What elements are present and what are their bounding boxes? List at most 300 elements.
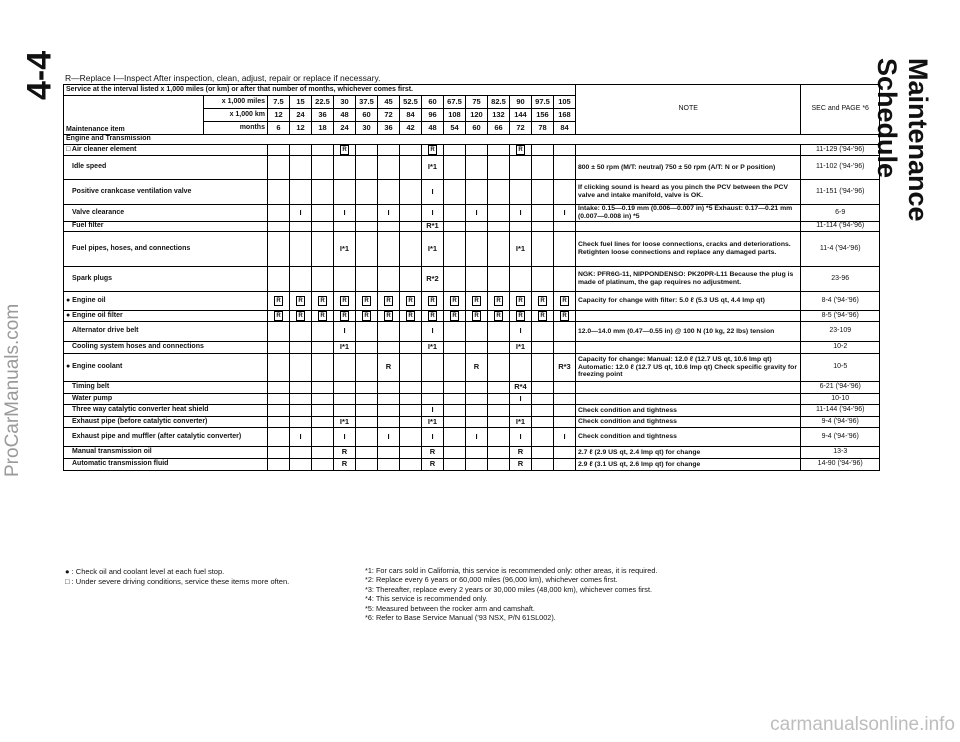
service-cell	[355, 180, 377, 205]
service-cell	[421, 156, 443, 180]
service-mark: I	[431, 326, 434, 336]
service-mark: R	[362, 311, 371, 321]
service-mark: R	[296, 311, 305, 321]
service-cell	[509, 405, 531, 417]
item-name: ● Engine oil filter	[64, 311, 268, 322]
service-mark: R	[406, 311, 415, 321]
service-mark: I	[431, 431, 434, 441]
footnote-left: ● : Check oil and coolant level at each fuel stop.	[65, 567, 225, 576]
service-cell	[355, 232, 377, 267]
interval-value: 12	[267, 109, 289, 122]
service-mark: R	[341, 459, 348, 469]
service-cell	[267, 322, 289, 342]
service-cell	[311, 267, 333, 292]
service-cell	[553, 447, 575, 459]
footnotes-left	[65, 567, 325, 587]
service-cell	[377, 322, 399, 342]
service-cell	[377, 459, 399, 471]
service-mark: I	[387, 207, 390, 217]
service-cell	[399, 394, 421, 405]
service-cell	[531, 382, 553, 394]
service-cell	[399, 417, 421, 428]
interval-value: 48	[333, 109, 355, 122]
service-cell	[531, 459, 553, 471]
service-cell	[377, 145, 399, 156]
service-cell	[355, 394, 377, 405]
item-sec-page: 11-114 ('94-'96)	[801, 222, 880, 232]
service-cell	[399, 459, 421, 471]
service-mark: I	[475, 431, 478, 441]
item-note: 2.9 ℓ (3.1 US qt, 2.6 Imp qt) for change	[575, 459, 800, 471]
service-cell	[333, 267, 355, 292]
item-sec-page: 10-5	[801, 354, 880, 382]
service-cell	[509, 311, 531, 322]
service-mark: I*1	[515, 416, 526, 426]
service-cell	[289, 222, 311, 232]
service-cell	[333, 222, 355, 232]
service-cell	[333, 292, 355, 311]
service-cell	[289, 342, 311, 354]
service-cell	[465, 405, 487, 417]
service-cell	[289, 447, 311, 459]
item-note: Check condition and tightness	[575, 428, 800, 447]
service-mark: R	[516, 296, 525, 306]
table-row	[64, 394, 880, 405]
service-cell	[465, 382, 487, 394]
service-cell	[289, 232, 311, 267]
service-mark: R*1	[426, 221, 439, 231]
service-cell	[443, 222, 465, 232]
item-name: ● Engine coolant	[64, 354, 268, 382]
service-cell	[487, 232, 509, 267]
service-cell	[421, 322, 443, 342]
legend: R—Replace I—Inspect After inspection, clean, adjust, repair or replace if necessary.	[65, 73, 381, 83]
service-cell	[267, 417, 289, 428]
service-mark: I*1	[427, 342, 438, 352]
item-name: Three way catalytic converter heat shield	[64, 405, 268, 417]
service-cell	[267, 382, 289, 394]
service-cell	[487, 447, 509, 459]
footnote-right: *2: Replace every 6 years or 60,000 miles (96,000 km), whichever comes first.	[365, 575, 618, 585]
service-cell	[333, 232, 355, 267]
service-cell	[311, 342, 333, 354]
service-cell	[377, 382, 399, 394]
service-cell	[311, 292, 333, 311]
service-cell	[465, 232, 487, 267]
interval-value: 15	[289, 96, 311, 109]
service-mark: R	[517, 447, 524, 457]
service-mark: R	[472, 296, 481, 306]
service-cell	[399, 311, 421, 322]
service-cell	[443, 428, 465, 447]
interval-value: 52.5	[399, 96, 421, 109]
service-cell	[531, 322, 553, 342]
interval-value: 90	[509, 96, 531, 109]
service-cell	[311, 394, 333, 405]
service-mark: I*1	[339, 243, 350, 253]
service-cell	[333, 459, 355, 471]
item-name: □ Air cleaner element	[64, 145, 268, 156]
service-cell	[267, 145, 289, 156]
service-cell	[531, 405, 553, 417]
service-cell	[311, 145, 333, 156]
service-cell	[267, 447, 289, 459]
item-sec-page: 13-3	[801, 447, 880, 459]
item-note: Capacity for change: Manual: 12.0 ℓ (12.7 US qt, 10.6 Imp qt) Automatic: 12.0 ℓ (12.7 US qt, 10.6 Imp qt) Check specific gravity for freezing point	[575, 354, 800, 382]
service-cell	[553, 267, 575, 292]
service-mark: I	[519, 326, 522, 336]
service-cell	[377, 342, 399, 354]
table-row	[64, 354, 880, 382]
service-mark: I	[563, 207, 566, 217]
service-interval-label: Service at the interval listed x 1,000 miles (or km) or after that number of months, whichever comes first.	[64, 85, 576, 96]
service-cell	[355, 267, 377, 292]
service-cell	[399, 156, 421, 180]
service-cell	[311, 354, 333, 382]
service-mark: I	[343, 207, 346, 217]
service-cell	[509, 342, 531, 354]
service-cell	[509, 232, 531, 267]
service-mark: R	[560, 296, 569, 306]
service-cell	[509, 222, 531, 232]
table-row	[64, 222, 880, 232]
service-cell	[421, 394, 443, 405]
service-cell	[465, 354, 487, 382]
service-mark: R	[560, 311, 569, 321]
service-cell	[355, 428, 377, 447]
footnote-right: *3: Thereafter, replace every 2 years or 30,000 miles (48,000 km), whichever comes first.	[365, 584, 653, 594]
interval-value: 72	[377, 109, 399, 122]
service-mark: R	[429, 459, 436, 469]
service-mark: I*1	[427, 162, 438, 172]
service-mark: R	[340, 145, 349, 155]
interval-value: 60	[421, 96, 443, 109]
service-cell	[531, 232, 553, 267]
service-cell	[333, 405, 355, 417]
service-cell	[553, 428, 575, 447]
service-cell	[333, 205, 355, 222]
item-note	[575, 382, 800, 394]
service-cell	[509, 417, 531, 428]
table-row	[64, 205, 880, 222]
item-note: If clicking sound is heard as you pinch the PCV between the PCV valve and intake manifold, valve is OK.	[575, 180, 800, 205]
service-mark: I	[431, 207, 434, 217]
interval-value: 54	[443, 122, 465, 135]
service-cell	[487, 267, 509, 292]
service-mark: I*1	[515, 342, 526, 352]
service-cell	[553, 342, 575, 354]
service-cell	[465, 145, 487, 156]
service-cell	[509, 156, 531, 180]
interval-value: 144	[509, 109, 531, 122]
service-cell	[487, 405, 509, 417]
service-cell	[487, 459, 509, 471]
service-cell	[509, 354, 531, 382]
service-mark: R	[473, 362, 480, 372]
service-cell	[289, 322, 311, 342]
section-title: Engine and Transmission	[64, 135, 880, 145]
interval-value: 45	[377, 96, 399, 109]
service-mark: R	[494, 311, 503, 321]
maintenance-item-header: Maintenance item	[64, 96, 204, 135]
service-mark: R	[517, 459, 524, 469]
table-row	[64, 428, 880, 447]
service-cell	[443, 145, 465, 156]
service-cell	[355, 342, 377, 354]
service-cell	[355, 145, 377, 156]
side-title: Maintenance Schedule	[872, 58, 933, 222]
service-cell	[465, 205, 487, 222]
service-mark: R	[494, 296, 503, 306]
item-sec-page: 11-129 ('94-'96)	[801, 145, 880, 156]
service-cell	[531, 428, 553, 447]
interval-value: 84	[553, 122, 575, 135]
service-cell	[553, 311, 575, 322]
service-cell	[267, 156, 289, 180]
interval-value: 36	[377, 122, 399, 135]
service-cell	[553, 222, 575, 232]
service-cell	[333, 156, 355, 180]
service-mark: R	[428, 145, 437, 155]
service-cell	[509, 292, 531, 311]
service-mark: R	[406, 296, 415, 306]
sec-page-header: SEC and PAGE *6	[801, 85, 880, 135]
service-cell	[487, 428, 509, 447]
interval-value: 72	[509, 122, 531, 135]
service-mark: R	[274, 311, 283, 321]
interval-value: 12	[289, 122, 311, 135]
service-cell	[267, 459, 289, 471]
service-mark: I	[519, 207, 522, 217]
service-cell	[377, 394, 399, 405]
interval-value: 96	[421, 109, 443, 122]
service-cell	[289, 205, 311, 222]
service-cell	[267, 311, 289, 322]
footnotes-right	[365, 566, 785, 623]
service-cell	[377, 354, 399, 382]
service-cell	[377, 311, 399, 322]
item-note: Check condition and tightness	[575, 405, 800, 417]
service-mark: R	[318, 296, 327, 306]
service-cell	[531, 417, 553, 428]
service-cell	[487, 205, 509, 222]
interval-value: 36	[311, 109, 333, 122]
service-cell	[377, 428, 399, 447]
item-name: Exhaust pipe and muffler (after catalytic converter)	[64, 428, 268, 447]
service-mark: R	[516, 311, 525, 321]
item-sec-page: 23-96	[801, 267, 880, 292]
service-cell	[377, 222, 399, 232]
service-cell	[355, 222, 377, 232]
service-mark: I	[343, 326, 346, 336]
service-cell	[465, 322, 487, 342]
item-name: Automatic transmission fluid	[64, 459, 268, 471]
interval-value: 7.5	[267, 96, 289, 109]
service-cell	[421, 447, 443, 459]
service-cell	[509, 267, 531, 292]
item-sec-page: 11-4 ('94-'96)	[801, 232, 880, 267]
service-cell	[421, 342, 443, 354]
service-cell	[421, 180, 443, 205]
table-row	[64, 180, 880, 205]
item-note	[575, 311, 800, 322]
footnote-left: □ : Under severe driving conditions, service these items more often.	[65, 577, 290, 587]
service-cell	[531, 354, 553, 382]
service-cell	[465, 156, 487, 180]
item-note: Check condition and tightness	[575, 417, 800, 428]
service-cell	[443, 354, 465, 382]
service-cell	[311, 428, 333, 447]
watermark-bottom: carmanualsonline.info	[770, 714, 955, 735]
service-cell	[267, 292, 289, 311]
item-sec-page: 11-144 ('94-'96)	[801, 405, 880, 417]
service-cell	[443, 322, 465, 342]
service-cell	[267, 205, 289, 222]
table-row	[64, 322, 880, 342]
service-cell	[553, 145, 575, 156]
item-sec-page: 9-4 ('94-'96)	[801, 417, 880, 428]
service-cell	[267, 428, 289, 447]
service-cell	[421, 145, 443, 156]
service-cell	[553, 232, 575, 267]
service-cell	[333, 394, 355, 405]
service-cell	[289, 156, 311, 180]
service-cell	[399, 382, 421, 394]
item-name: ● Engine oil	[64, 292, 268, 311]
service-cell	[443, 232, 465, 267]
maintenance-schedule-table	[63, 84, 880, 471]
item-note	[575, 342, 800, 354]
table-row	[64, 311, 880, 322]
service-cell	[487, 292, 509, 311]
service-cell	[399, 292, 421, 311]
service-cell	[289, 311, 311, 322]
service-cell	[487, 382, 509, 394]
interval-value: 60	[465, 122, 487, 135]
service-cell	[399, 232, 421, 267]
service-mark: I	[475, 207, 478, 217]
service-cell	[421, 232, 443, 267]
item-sec-page: 6-21 ('94-'96)	[801, 382, 880, 394]
service-cell	[421, 405, 443, 417]
service-mark: I	[387, 431, 390, 441]
service-cell	[355, 205, 377, 222]
service-cell	[531, 447, 553, 459]
service-cell	[377, 232, 399, 267]
item-name: Idle speed	[64, 156, 268, 180]
service-cell	[355, 292, 377, 311]
table-row	[64, 417, 880, 428]
interval-value: 78	[531, 122, 553, 135]
service-cell	[443, 267, 465, 292]
service-mark: I	[519, 431, 522, 441]
service-cell	[267, 180, 289, 205]
service-cell	[531, 267, 553, 292]
service-mark: I*1	[427, 416, 438, 426]
service-mark: I	[299, 207, 302, 217]
item-name: Water pump	[64, 394, 268, 405]
service-cell	[333, 354, 355, 382]
service-cell	[289, 180, 311, 205]
item-note	[575, 145, 800, 156]
service-cell	[553, 382, 575, 394]
service-cell	[553, 459, 575, 471]
service-cell	[399, 180, 421, 205]
service-cell	[289, 382, 311, 394]
service-mark: R	[428, 311, 437, 321]
interval-value: 108	[443, 109, 465, 122]
service-cell	[311, 382, 333, 394]
service-cell	[421, 428, 443, 447]
service-cell	[509, 382, 531, 394]
item-note: 12.0—14.0 mm (0.47—0.55 in) @ 100 N (10 kg, 22 lbs) tension	[575, 322, 800, 342]
service-cell	[487, 156, 509, 180]
service-mark: I*1	[339, 416, 350, 426]
service-mark: I*1	[339, 342, 350, 352]
service-cell	[267, 394, 289, 405]
service-cell	[333, 417, 355, 428]
service-cell	[333, 447, 355, 459]
service-mark: I	[343, 431, 346, 441]
service-cell	[311, 156, 333, 180]
service-cell	[267, 405, 289, 417]
service-cell	[443, 311, 465, 322]
service-cell	[465, 267, 487, 292]
interval-value: 18	[311, 122, 333, 135]
service-mark: I*1	[427, 243, 438, 253]
service-mark: R	[296, 296, 305, 306]
service-cell	[465, 394, 487, 405]
service-cell	[355, 354, 377, 382]
service-mark: R	[384, 296, 393, 306]
service-cell	[333, 428, 355, 447]
service-cell	[399, 405, 421, 417]
interval-unit: x 1,000 miles	[203, 96, 267, 109]
item-name: Fuel filter	[64, 222, 268, 232]
service-mark: R	[340, 311, 349, 321]
item-name: Spark plugs	[64, 267, 268, 292]
service-cell	[311, 459, 333, 471]
service-cell	[509, 145, 531, 156]
service-cell	[487, 417, 509, 428]
service-cell	[421, 459, 443, 471]
service-cell	[465, 459, 487, 471]
note-header: NOTE	[575, 85, 800, 135]
service-cell	[465, 447, 487, 459]
item-sec-page: 23-109	[801, 322, 880, 342]
service-cell	[465, 342, 487, 354]
item-name: Timing belt	[64, 382, 268, 394]
service-cell	[553, 405, 575, 417]
item-note: Intake: 0.15—0.19 mm (0.006—0.007 in) *5 Exhaust: 0.17—0.21 mm (0.007—0.008 in) *5	[575, 205, 800, 222]
service-cell	[289, 145, 311, 156]
interval-value: 48	[421, 122, 443, 135]
service-cell	[509, 394, 531, 405]
service-mark: I	[563, 431, 566, 441]
service-cell	[377, 267, 399, 292]
service-cell	[443, 417, 465, 428]
service-cell	[509, 180, 531, 205]
service-cell	[421, 222, 443, 232]
service-cell	[399, 145, 421, 156]
service-cell	[443, 447, 465, 459]
table-row	[64, 267, 880, 292]
item-sec-page: 8-5 ('94-'96)	[801, 311, 880, 322]
service-cell	[377, 156, 399, 180]
item-sec-page: 9-4 ('94-'96)	[801, 428, 880, 447]
service-mark: R	[516, 145, 525, 155]
service-cell	[421, 382, 443, 394]
